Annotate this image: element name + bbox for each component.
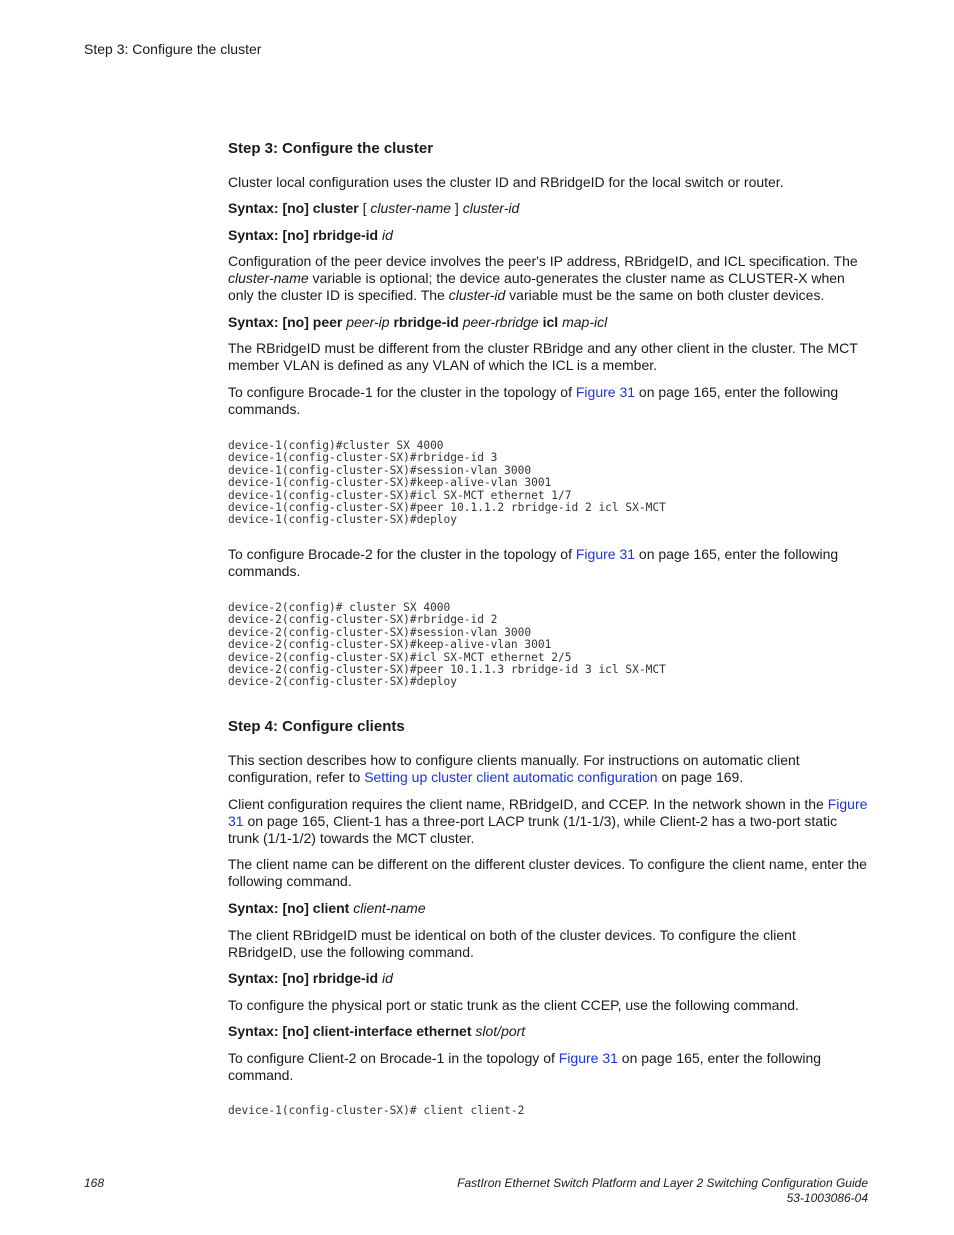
text-run: on page 165, enter the following commands.	[228, 546, 839, 579]
syntax-client-interface	[228, 1023, 868, 1040]
client-name-paragraph: The client name can be different on the different cluster devices. To configure the client name, enter the following command.	[228, 856, 867, 889]
syntax-variable: peer-rbridge	[462, 314, 539, 330]
text-run: Configuration of the peer device involves the peer's IP address, RBridgeID, and ICL specification. The	[228, 253, 858, 269]
syntax-variable: client-name	[353, 900, 426, 916]
running-header: Step 3: Configure the cluster	[84, 41, 262, 57]
syntax-keyword: Syntax: [no] rbridge-id	[228, 227, 379, 243]
code-line: device-2(config-cluster-SX)#peer 10.1.1.3 rbridge-id 3 icl SX-MCT	[228, 663, 666, 677]
syntax-client	[228, 900, 868, 917]
client-auto-config-link[interactable]: Setting up cluster client automatic configuration	[364, 769, 658, 785]
footer-doc-info	[457, 1176, 868, 1206]
peer-config-paragraph	[228, 253, 868, 304]
code-line: device-2(config-cluster-SX)#keep-alive-vlan 3001	[228, 638, 552, 652]
code-line: device-1(config-cluster-SX)#session-vlan 3000	[228, 463, 532, 477]
client2-paragraph	[228, 1050, 868, 1084]
text-run: This section describes how to configure clients manually. For instructions on automatic client configuration, refer to	[228, 752, 800, 785]
code-line: device-2(config-cluster-SX)#deploy	[228, 675, 458, 689]
text-run: on page 165, enter the following command.	[228, 1050, 822, 1083]
syntax-variable: cluster-name	[370, 200, 452, 216]
syntax-keyword: rbridge-id	[393, 314, 459, 330]
figure-31-link[interactable]: Figure 31	[575, 384, 636, 400]
syntax-keyword: icl	[542, 314, 559, 330]
code-block-brocade1	[228, 440, 868, 527]
step3-intro: Cluster local configuration uses the cluster ID and RBridgeID for the local switch or router.	[228, 174, 784, 190]
step4-heading: Step 4: Configure clients	[228, 718, 405, 735]
text-run: on page 165, enter the following commands.	[228, 384, 839, 417]
step4-intro	[228, 752, 868, 786]
syntax-variable: id	[382, 227, 393, 243]
syntax-variable: peer-ip	[346, 314, 390, 330]
text-run: To configure Brocade-1 for the cluster in the topology of	[228, 384, 576, 400]
code-line: device-2(config)# cluster SX 4000	[228, 601, 451, 614]
code-line: device-1(config-cluster-SX)#keep-alive-vlan 3001	[228, 476, 552, 490]
figure-31-link[interactable]: Figure 31	[558, 1050, 618, 1066]
code-line: device-1(config)#cluster SX 4000	[228, 439, 444, 452]
syntax-variable: map-icl	[562, 314, 608, 330]
page-number: 168	[84, 1176, 105, 1190]
code-line: device-1(config-cluster-SX)#rbridge-id 3	[228, 451, 498, 465]
guide-title: FastIron Ethernet Switch Platform and Layer 2 Switching Configuration Guide	[457, 1176, 868, 1190]
text-run: To configure Brocade-2 for the cluster in the topology of	[228, 546, 576, 562]
code-line: device-1(config-cluster-SX)#deploy	[228, 513, 458, 527]
ccep-paragraph	[228, 796, 868, 847]
inline-variable: cluster-name	[228, 270, 309, 286]
syntax-client-rbridge-id	[228, 970, 868, 987]
code-line: device-2(config-cluster-SX)#icl SX-MCT ethernet 2/5	[228, 650, 572, 664]
code-block-client	[228, 1105, 868, 1117]
syntax-variable: slot/port	[475, 1023, 526, 1039]
rbridge-paragraph: The RBridgeID must be different from the cluster RBridge and any other client in the cluster. The MCT member VLAN is defined as any VLAN of which the ICL is a member.	[228, 340, 858, 373]
code-line: device-2(config-cluster-SX)#session-vlan 3000	[228, 625, 532, 639]
syntax-keyword: Syntax: [no] rbridge-id	[228, 970, 379, 986]
syntax-rbridge-id	[228, 227, 868, 244]
syntax-keyword: Syntax: [no] client	[228, 900, 350, 916]
syntax-bracket: ]	[451, 200, 463, 216]
inline-variable: cluster-id	[448, 287, 506, 303]
code-block-brocade2	[228, 602, 868, 689]
syntax-keyword: Syntax: [no] peer	[228, 314, 343, 330]
code-line: device-1(config-cluster-SX)# client client-2	[228, 1104, 525, 1117]
client-port-paragraph: To configure the physical port or static trunk as the client CCEP, use the following command.	[228, 997, 799, 1013]
text-run: variable must be the same on both cluster devices.	[505, 287, 825, 303]
syntax-variable: cluster-id	[462, 200, 520, 216]
syntax-bracket: [	[358, 200, 371, 216]
step3-heading: Step 3: Configure the cluster	[228, 140, 434, 157]
code-line: device-1(config-cluster-SX)#peer 10.1.1.2 rbridge-id 2 icl SX-MCT	[228, 501, 666, 515]
text-run: on page 169.	[657, 769, 744, 785]
syntax-keyword: Syntax: [no] cluster	[228, 200, 359, 216]
brocade2-paragraph	[228, 546, 868, 580]
text-run: Client configuration requires the client name, RBridgeID, and CCEP. In the network shown in the	[228, 796, 828, 812]
code-line: device-2(config-cluster-SX)#rbridge-id 2	[228, 613, 498, 627]
text-run: on page 165, Client-1 has a three-port LACP trunk (1/1-1/3), while Client-2 has a two-port static trunk (1/1-1/2) towards the MCT cluster.	[228, 813, 838, 846]
doc-number: 53-1003086-04	[786, 1191, 868, 1205]
code-line: device-1(config-cluster-SX)#icl SX-MCT ethernet 1/7	[228, 488, 572, 502]
text-run: variable is optional; the device auto-generates the cluster name as CLUSTER-X when only the cluster ID is specified. The	[228, 270, 845, 303]
text-run: To configure Client-2 on Brocade-1 in the topology of	[228, 1050, 559, 1066]
syntax-keyword: Syntax: [no] client-interface ethernet	[228, 1023, 472, 1039]
syntax-peer	[228, 314, 868, 331]
figure-31-link[interactable]: Figure 31	[228, 796, 868, 829]
client-rbridge-paragraph: The client RBridgeID must be identical on both of the cluster devices. To configure the client RBridgeID, use the following command.	[228, 927, 796, 960]
syntax-variable: id	[382, 970, 393, 986]
brocade1-paragraph	[228, 384, 868, 418]
figure-31-link[interactable]: Figure 31	[575, 546, 636, 562]
syntax-cluster	[228, 200, 868, 217]
